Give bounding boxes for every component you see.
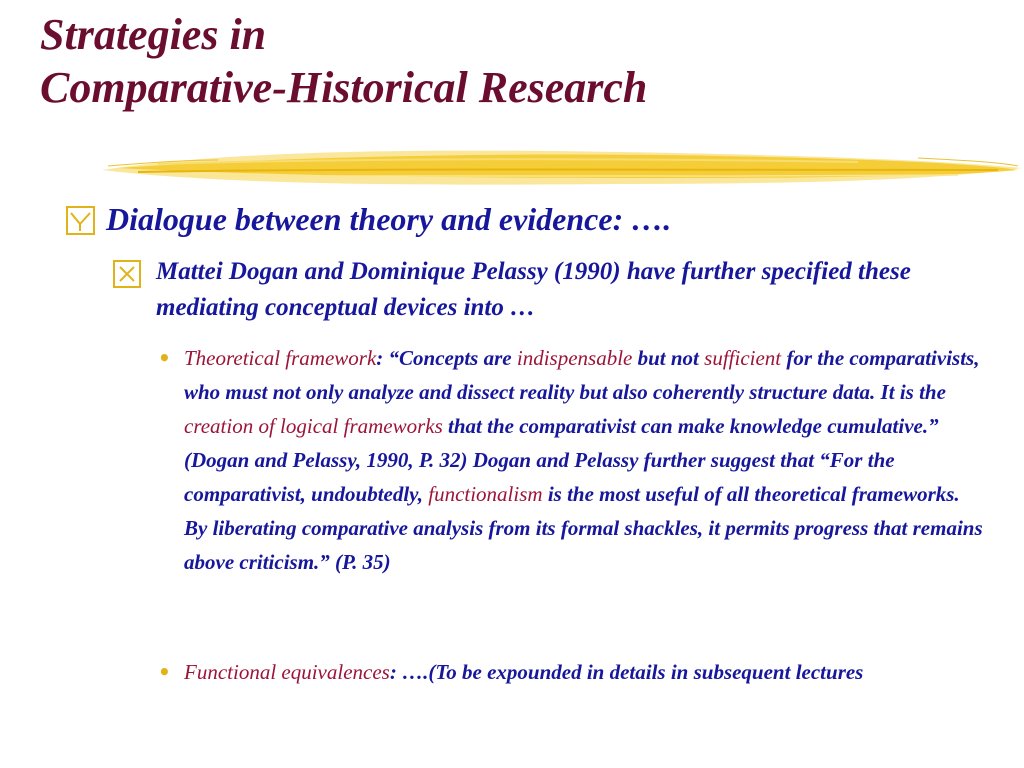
highlight-sufficient: sufficient	[704, 346, 782, 370]
text-segment: : “Concepts are	[376, 346, 517, 370]
bullet-text	[184, 655, 984, 689]
bullet-dot-icon: •	[158, 346, 171, 370]
highlight-indispensable: indispensable	[516, 346, 633, 370]
slide-title-line2: Comparative-Historical Research	[40, 63, 648, 112]
slide-title-line1: Strategies in	[40, 10, 267, 59]
bullet-text	[184, 341, 984, 579]
checkbox-x-icon	[113, 260, 141, 288]
term-theoretical-framework: Theoretical framework	[184, 346, 377, 370]
bullet-dot-icon: •	[158, 660, 171, 684]
slide-title	[40, 8, 980, 114]
text-segment: is the most useful of all theoretical frameworks. By liberating comparative analysis from its formal shackles, it permits progress that remains above criticism.” (P. 35)	[184, 482, 983, 574]
highlight-functionalism: functionalism	[428, 482, 543, 506]
highlight-creation-of-logical-frameworks: creation of logical frameworks	[184, 414, 443, 438]
text-segment: that the comparativist can make knowledge cumulative.” (Dogan and Pelassy, 1990, P. 32) Dogan and Pelassy further suggest that “For the comparativist, undoubtedly,	[184, 414, 939, 506]
bullet-level2-text: Mattei Dogan and Dominique Pelassy (1990) have further specified these mediating conceptual devices into …	[156, 258, 911, 321]
brush-stroke-divider	[98, 146, 1024, 190]
text-segment: but not	[632, 346, 705, 370]
term-functional-equivalences: Functional equivalences	[184, 660, 390, 684]
bullet-level1-text: Dialogue between theory and evidence: ….	[106, 201, 672, 237]
text-segment: for the comparativists, who must not only analyze and dissect reality but also coherently structure data. It is the	[184, 346, 980, 404]
checkbox-check-icon	[66, 206, 95, 235]
text-segment: : ….(To be expounded in details in subsequent lectures	[389, 660, 864, 684]
